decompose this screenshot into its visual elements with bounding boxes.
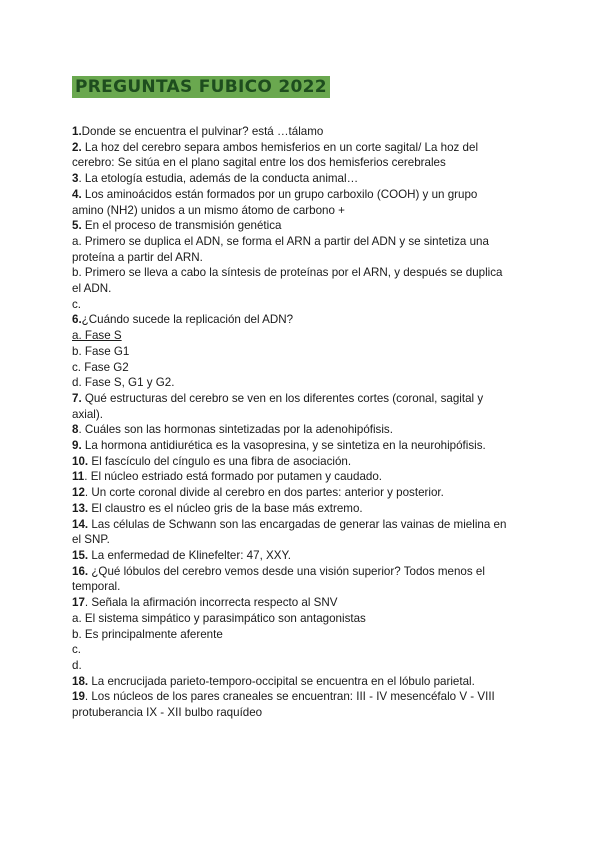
text-line — [72, 689, 532, 705]
text-line — [72, 469, 532, 485]
line-text: El claustro es el núcleo gris de la base más extremo. — [88, 501, 363, 515]
question-number: 17 — [72, 596, 85, 610]
line-text: c. Fase G2 — [72, 360, 129, 374]
question-number: 13. — [72, 501, 89, 515]
text-line — [72, 627, 532, 643]
text-line — [72, 548, 532, 564]
text-line — [72, 312, 532, 328]
line-text: La enfermedad de Klinefelter: 47, XXY. — [88, 548, 291, 562]
line-text: temporal. — [72, 580, 121, 594]
text-line — [72, 140, 532, 156]
line-text: amino (NH2) unidos a un mismo átomo de carbono + — [72, 203, 345, 217]
line-text: a. Fase S — [72, 329, 122, 343]
text-line — [72, 203, 532, 219]
line-text: Las células de Schwann son las encargadas de generar las vainas de mielina en — [88, 517, 507, 531]
question-number: 7. — [72, 391, 82, 405]
question-number: 6. — [72, 313, 82, 327]
text-line — [72, 595, 532, 611]
question-number: 16. — [72, 564, 89, 578]
text-line — [72, 124, 532, 140]
question-list — [72, 124, 532, 721]
question-number: 1. — [72, 125, 82, 138]
line-text: ¿Qué lóbulos del cerebro vemos desde una visión superior? Todos menos el — [88, 564, 485, 578]
question-number: 15. — [72, 548, 89, 562]
text-line — [72, 532, 532, 548]
text-line — [72, 564, 532, 580]
text-line — [72, 517, 532, 533]
text-line — [72, 454, 532, 470]
text-line — [72, 611, 532, 627]
line-text: . La etología estudia, además de la conducta animal… — [78, 172, 359, 186]
line-text: . Cuáles son las hormonas sintetizadas por la adenohipófisis. — [78, 423, 393, 437]
line-text: a. El sistema simpático y parasimpático son antagonistas — [72, 611, 366, 625]
text-line — [72, 407, 532, 423]
text-line — [72, 297, 532, 313]
line-text: d. — [72, 658, 82, 672]
line-text: el ADN. — [72, 282, 112, 296]
question-number: 3 — [72, 172, 79, 186]
text-line — [72, 218, 532, 234]
line-text: protuberancia IX - XII bulbo raquídeo — [72, 706, 263, 720]
text-line — [72, 328, 532, 344]
text-line — [72, 485, 532, 501]
line-text: En el proceso de transmisión genética — [81, 219, 282, 233]
line-text: c. — [72, 643, 82, 657]
line-text: Qué estructuras del cerebro se ven en los diferentes cortes (coronal, sagital y — [81, 391, 484, 405]
line-text: La encrucijada parieto-temporo-occipital se encuentra en el lóbulo parietal. — [88, 674, 475, 688]
text-line — [72, 642, 532, 658]
question-number: 11 — [72, 470, 85, 484]
question-number: 18. — [72, 674, 89, 688]
question-number: 4. — [72, 187, 82, 201]
text-line — [72, 674, 532, 690]
line-text: . Señala la afirmación incorrecta respecto al SNV — [84, 596, 338, 610]
question-number: 8 — [72, 423, 79, 437]
line-text: proteína a partir del ARN. — [72, 250, 203, 264]
question-number: 2. — [72, 140, 82, 154]
text-line — [72, 187, 532, 203]
text-line — [72, 438, 532, 454]
text-line — [72, 422, 532, 438]
line-text: Los aminoácidos están formados por un grupo carboxilo (COOH) y un grupo — [81, 187, 478, 201]
document-title: PREGUNTAS FUBICO 2022 — [72, 76, 330, 98]
text-line — [72, 391, 532, 407]
line-text: . Los núcleos de los pares craneales se encuentran: III - IV mesencéfalo V - VIII — [84, 690, 495, 704]
question-number: 10. — [72, 454, 89, 468]
line-text: el SNP. — [72, 533, 110, 547]
line-text: . Un corte coronal divide al cerebro en dos partes: anterior y posterior. — [84, 486, 444, 500]
text-line — [72, 155, 532, 171]
line-text: Donde se encuentra el pulvinar? está …tálamo — [81, 125, 324, 138]
text-line — [72, 375, 532, 391]
text-line — [72, 705, 532, 721]
line-text: b. Fase G1 — [72, 344, 130, 358]
text-line — [72, 360, 532, 376]
line-text: cerebro: Se sitúa en el plano sagital entre los dos hemisferios cerebrales — [72, 156, 446, 170]
line-text: La hormona antidiurética es la vasopresina, y se sintetiza en la neurohipófisis. — [81, 439, 486, 453]
question-number: 5. — [72, 219, 82, 233]
question-number: 12 — [72, 486, 85, 500]
text-line — [72, 658, 532, 674]
question-number: 19 — [72, 690, 85, 704]
text-line — [72, 344, 532, 360]
line-text: d. Fase S, G1 y G2. — [72, 376, 175, 390]
line-text: c. — [72, 297, 82, 311]
line-text: b. Primero se lleva a cabo la síntesis de proteínas por el ARN, y después se duplica — [72, 266, 503, 280]
line-text: La hoz del cerebro separa ambos hemisferios en un corte sagital/ La hoz del — [81, 140, 479, 154]
text-line — [72, 501, 532, 517]
text-line — [72, 234, 532, 250]
text-line — [72, 265, 532, 281]
text-line — [72, 579, 532, 595]
line-text: axial). — [72, 407, 103, 421]
line-text: El fascículo del cíngulo es una fibra de asociación. — [88, 454, 352, 468]
question-number: 14. — [72, 517, 89, 531]
text-line — [72, 171, 532, 187]
question-number: 9. — [72, 439, 82, 453]
line-text: ¿Cuándo sucede la replicación del ADN? — [81, 313, 294, 327]
line-text: b. Es principalmente aferente — [72, 627, 223, 641]
line-text: a. Primero se duplica el ADN, se forma el ARN a partir del ADN y se sintetiza una — [72, 234, 489, 248]
text-line — [72, 250, 532, 266]
line-text: . El núcleo estriado está formado por putamen y caudado. — [84, 470, 383, 484]
text-line — [72, 281, 532, 297]
